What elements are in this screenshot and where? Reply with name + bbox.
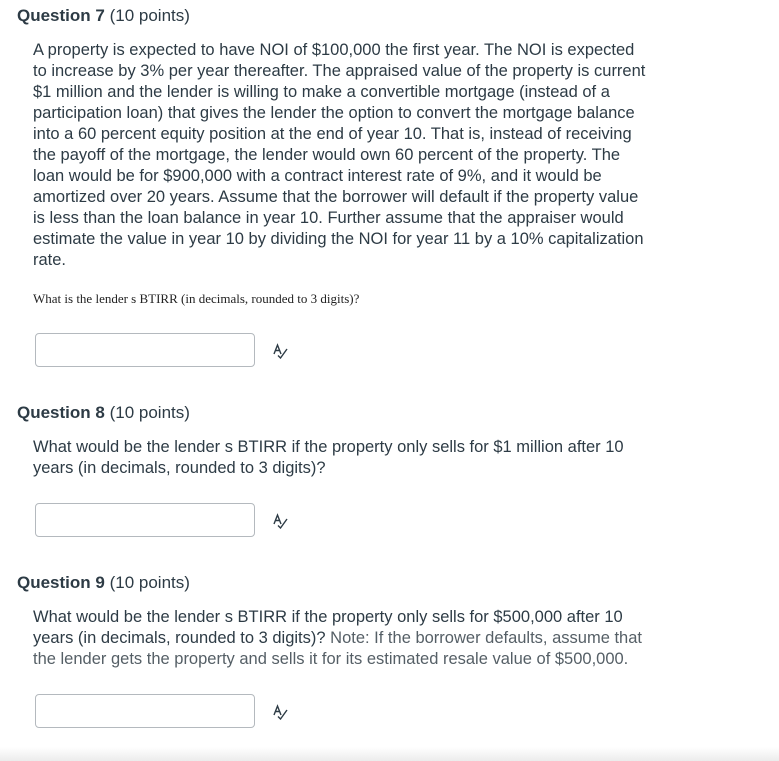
question-9-note: Note: If the borrower defaults, assume that <box>330 629 642 647</box>
question-7-line: the payoff of the mortgage, the lender would own 60 percent of the property. The <box>33 146 621 164</box>
question-8-line: years (in decimals, rounded to 3 digits)? <box>33 459 326 477</box>
question-9-line <box>33 628 683 649</box>
question-7-line: loan would be for $900,000 with a contract interest rate of 9%, and it would be <box>33 167 602 185</box>
question-9-note-line: the lender gets the property and sells it for its estimated resale value of $500,000. <box>33 650 629 668</box>
question-9-line: What would be the lender s BTIRR if the property only sells for $500,000 after 10 <box>33 608 623 626</box>
question-8-body <box>33 437 683 479</box>
question-7-prompt: What is the lender s BTIRR (in decimals, rounded to 3 digits)? <box>33 291 360 306</box>
question-7-line: is less than the loan balance in year 10. Further assume that the appraiser would <box>33 209 624 227</box>
question-7-answer-input[interactable] <box>35 333 255 367</box>
spell-check-icon[interactable] <box>272 513 288 529</box>
question-7-line: amortized over 20 years. Assume that the borrower will default if the property value <box>33 188 639 206</box>
question-7-line: participation loan) that gives the lender the option to convert the mortgage balance <box>33 104 635 122</box>
question-8-points: (10 points) <box>109 403 190 422</box>
question-9-heading <box>17 573 190 593</box>
question-8-title: Question 8 <box>17 403 105 422</box>
question-7-line: into a 60 percent equity position at the end of year 10. That is, instead of receiving <box>33 125 632 143</box>
spell-check-icon[interactable] <box>272 704 288 720</box>
spell-check-icon[interactable] <box>272 343 288 359</box>
question-7-line: estimate the value in year 10 by dividing the NOI for year 11 by a 10% capitalization <box>33 230 644 248</box>
question-7-line: A property is expected to have NOI of $100,000 the first year. The NOI is expected <box>33 41 635 59</box>
question-8-answer-input[interactable] <box>35 503 255 537</box>
question-7-body <box>33 40 683 271</box>
question-7-line: to increase by 3% per year thereafter. The appraised value of the property is current <box>33 62 646 80</box>
question-9-body <box>33 607 683 670</box>
question-7-line: rate. <box>33 251 67 269</box>
question-7-title: Question 7 <box>17 6 105 25</box>
question-8-heading <box>17 403 190 423</box>
bottom-scroll-shadow <box>0 747 779 761</box>
question-9-title: Question 9 <box>17 573 105 592</box>
question-8-line: What would be the lender s BTIRR if the property only sells for $1 million after 10 <box>33 438 624 456</box>
question-9-points: (10 points) <box>109 573 190 592</box>
question-9-line-text: years (in decimals, rounded to 3 digits)? <box>33 629 326 647</box>
question-7-points: (10 points) <box>109 6 190 25</box>
question-9-answer-input[interactable] <box>35 694 255 728</box>
question-7-heading <box>17 6 190 26</box>
question-7-line: $1 million and the lender is willing to make a convertible mortgage (instead of a <box>33 83 610 101</box>
